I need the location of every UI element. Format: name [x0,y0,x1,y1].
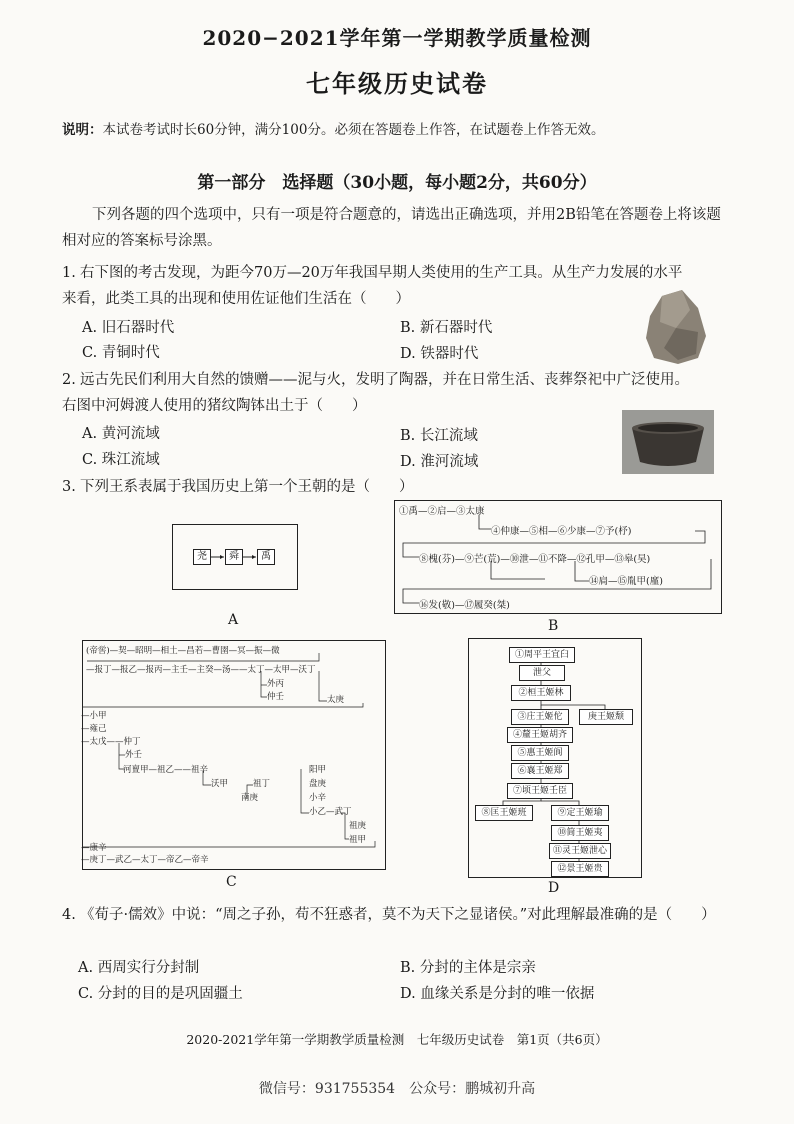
diagram-a-arrows [173,525,297,589]
d-node: ⑧匡王姬班 [475,805,533,821]
diagram-a [172,524,298,590]
q4-option-a[interactable]: A. 西周实行分封制 [78,960,200,976]
d-node: ⑥襄王姬郑 [511,763,569,779]
q2-option-b[interactable]: B. 长江流域 [400,428,478,444]
d-node: ⑦顷王姬壬臣 [507,783,573,799]
d-node: ⑪灵王姬泄心 [549,843,611,859]
node-yu: 禹 [257,549,275,565]
b-row-4: ⑭扃—⑮胤甲(廑) [589,576,663,587]
c-row: 外壬 [125,750,143,760]
question-number: 1. [62,265,76,281]
c-row: 河亶甲—祖乙——祖辛 [123,765,209,775]
diagram-a-label: A [228,612,239,628]
diagram-b-label: B [548,618,559,634]
q1-option-a[interactable]: A. 旧石器时代 [82,320,175,336]
diagram-c-label: C [226,874,237,890]
d-node: 庚王姬颓 [579,709,633,725]
question-2 [62,367,692,419]
c-row: —太戊——仲丁 [81,737,141,747]
question-number: 4. [62,907,76,923]
question-text: 右下图的考古发现，为距今70万—20万年我国早期人类使用的生产工具。从生产力发展的水平来看，此类工具的出现和使用佐证他们生活在（ ） [62,265,683,307]
diagram-c [82,640,386,870]
b-row-5: ⑯发(敬)—⑰履癸(桀) [419,600,510,611]
q1-option-b[interactable]: B. 新石器时代 [400,320,493,336]
c-row: 祖丁 [253,779,271,789]
diagram-c-lines [83,641,385,869]
c-row: 祖甲 [349,835,367,845]
c-row: —庚丁—武乙—太丁—帝乙—帝辛 [81,855,209,865]
d-node: ⑩简王姬夷 [551,825,609,841]
question-text: 远古先民们利用大自然的馈赠——泥与火，发明了陶器，并在日常生活、丧葬祭祀中广泛使用。右图中河姆渡人使用的猪纹陶钵出土于（ ） [62,372,689,414]
c-row: 沃甲 [211,779,229,789]
exam-note [62,118,752,138]
question-1 [62,260,692,312]
q4-option-d[interactable]: D. 血缘关系是分封的唯一依据 [400,986,595,1002]
c-row: 太庚 [327,695,345,705]
question-number: 2. [62,372,76,388]
q1-option-d[interactable]: D. 铁器时代 [400,346,479,362]
c-row: 盘庚 [309,779,327,789]
note-label: 说明： [62,122,103,138]
c-row: —小甲 [81,711,107,721]
d-node: ③庄王姬佗 [511,709,569,725]
diagram-b [394,500,722,614]
exam-title: 2020−2021学年第一学期教学质量检测 [202,26,592,50]
b-row-2: ④仲康—⑤相—⑥少康—⑦予(杼) [491,526,632,537]
section-title: 第一部分 选择题（30小题，每小题2分，共60分） [197,173,597,193]
c-row: 祖庚 [349,821,367,831]
c-row: 仲壬 [267,692,285,702]
stone-tool-image [640,288,710,368]
diagram-b-lines [395,501,721,613]
question-text: 《荀子·儒效》中说：“周之子孙，苟不狂惑者，莫不为天下之显诸侯。”对此理解最准确的是（ ） [80,907,716,923]
c-row: —雍己 [81,724,107,734]
note-text: 本试卷考试时长60分钟，满分100分。必须在答题卷上作答，在试题卷上作答无效。 [102,122,605,138]
d-node: 泄父 [519,665,565,681]
c-row: 小辛 [309,793,327,803]
d-node: ⑨定王姬瑜 [551,805,609,821]
q2-option-c[interactable]: C. 珠江流域 [82,452,160,468]
d-node: ②桓王姬林 [511,685,571,701]
d-node: ④釐王姬胡齐 [507,727,573,743]
c-row: 阳甲 [309,765,327,775]
c-row: (帝喾)—契—昭明—相土—昌若—曹圉—冥—振—微 [86,646,280,656]
b-row-1: ①禹—②启—③太康 [399,506,485,517]
diagram-d-label: D [548,880,560,896]
c-row: 南庚 [241,793,259,803]
d-node: ⑤惠王姬阆 [511,745,569,761]
d-node: ①周平王宜臼 [509,647,575,663]
page-footer: 2020-2021学年第一学期教学质量检测 七年级历史试卷 第1页（共6页） [186,1032,608,1047]
question-text: 下列王系表属于我国历史上第一个王朝的是（ ） [80,479,414,495]
d-node: ⑫景王姬贵 [551,861,609,877]
question-4 [62,902,722,928]
exam-subtitle: 七年级历史试卷 [306,69,488,98]
q1-option-c[interactable]: C. 青铜时代 [82,345,160,361]
q4-option-b[interactable]: B. 分封的主体是宗亲 [400,960,536,976]
question-3 [62,474,692,500]
question-number: 3. [62,479,76,495]
node-yao: 尧 [193,549,211,565]
b-row-3: ⑧槐(芬)—⑨芒(荒)—⑩泄—⑪不降—⑫孔甲—⑬皋(昊) [419,554,651,565]
c-row: 小乙—武丁 [309,807,352,817]
wechat-watermark: 微信号：931755354 公众号：鹏城初升高 [258,1081,536,1097]
diagram-d-lines [469,639,641,877]
section-instruction: 下列各题的四个选项中，只有一项是符合题意的，请选出正确选项，并用2B铅笔在答题卷上将该题相对应的答案标号涂黑。 [62,207,721,249]
c-row: —康辛 [81,843,107,853]
node-shun: 舜 [225,549,243,565]
c-row: 外丙 [267,679,285,689]
c-row: —报丁—报乙—报丙—主壬—主癸—汤——太丁—太甲—沃丁 [86,665,316,675]
pottery-bowl-image [622,410,714,474]
q2-option-d[interactable]: D. 淮河流域 [400,454,479,470]
q2-option-a[interactable]: A. 黄河流域 [82,426,160,442]
q4-option-c[interactable]: C. 分封的目的是巩固疆土 [78,986,243,1002]
diagram-d [468,638,642,878]
